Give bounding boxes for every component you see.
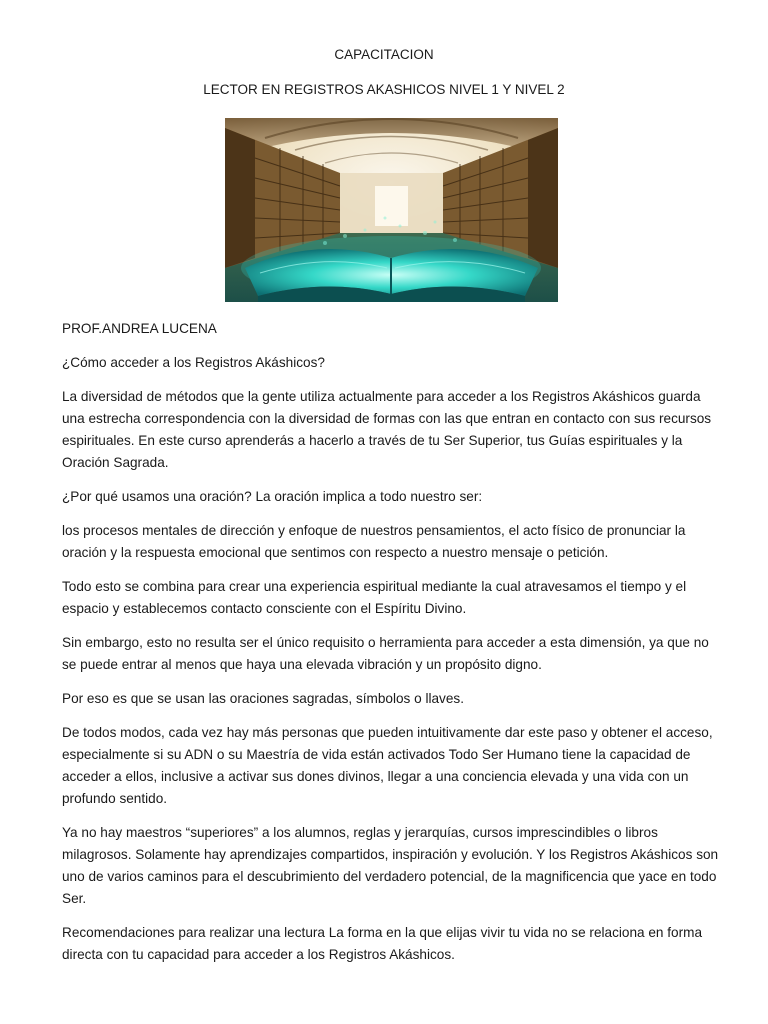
paragraph: Sin embargo, esto no resulta ser el único requisito o herramienta para acceder a esta dimensión, ya que no se puede entrar al menos que haya una elevada vibración y un propósito digno. [62, 635, 709, 672]
paragraph: De todos modos, cada vez hay más personas que pueden intuitivamente dar este paso y obtener el acceso, especialmente si su ADN o su Maestría de vida están activados Todo Ser Humano tiene la capacidad de acceder a ellos, inclusive a activar sus dones divinos, llegar a una conciencia elevada y una vida con un profundo sentido. [62, 725, 713, 806]
library-book-image [225, 118, 558, 302]
paragraph: Ya no hay maestros “superiores” a los alumnos, reglas y jerarquías, cursos imprescindibles o libros milagrosos. Solamente hay aprendizajes compartidos, inspiración y evolución. Y los Registros Akáshicos son uno de varios caminos para el descubrimiento del verdadero potencial, de la magnificencia que yace en todo Ser. [62, 825, 719, 906]
library-book-illustration [225, 118, 558, 302]
paragraph: La diversidad de métodos que la gente utiliza actualmente para acceder a los Registros Akáshicos guarda una estrecha correspondencia con la diversidad de formas con las que entran en contacto con sus recursos espirituales. En este curso aprenderás a hacerlo a través de tu Ser Superior, tus Guías espirituales y la Oración Sagrada. [62, 389, 712, 470]
section-question: ¿Cómo acceder a los Registros Akáshicos? [62, 355, 325, 370]
paragraph: Todo esto se combina para crear una experiencia espiritual mediante la cual atravesamos el tiempo y el espacio y establecemos contacto consciente con el Espíritu Divino. [62, 579, 687, 616]
document-title: CAPACITACION [334, 47, 434, 62]
paragraph: los procesos mentales de dirección y enfoque de nuestros pensamientos, el acto físico de pronunciar la oración y la respuesta emocional que sentimos con respecto a nuestro mensaje o petición. [62, 523, 686, 560]
paragraph: Por eso es que se usan las oraciones sagradas, símbolos o llaves. [62, 691, 464, 706]
document-body [62, 318, 722, 978]
document-subtitle: LECTOR EN REGISTROS AKASHICOS NIVEL 1 Y NIVEL 2 [203, 82, 565, 97]
paragraph: ¿Por qué usamos una oración? La oración implica a todo nuestro ser: [62, 489, 483, 504]
paragraph: Recomendaciones para realizar una lectura La forma en la que elijas vivir tu vida no se relaciona en forma directa con tu capacidad para acceder a los Registros Akáshicos. [62, 925, 703, 962]
author-line: PROF.ANDREA LUCENA [62, 321, 217, 336]
